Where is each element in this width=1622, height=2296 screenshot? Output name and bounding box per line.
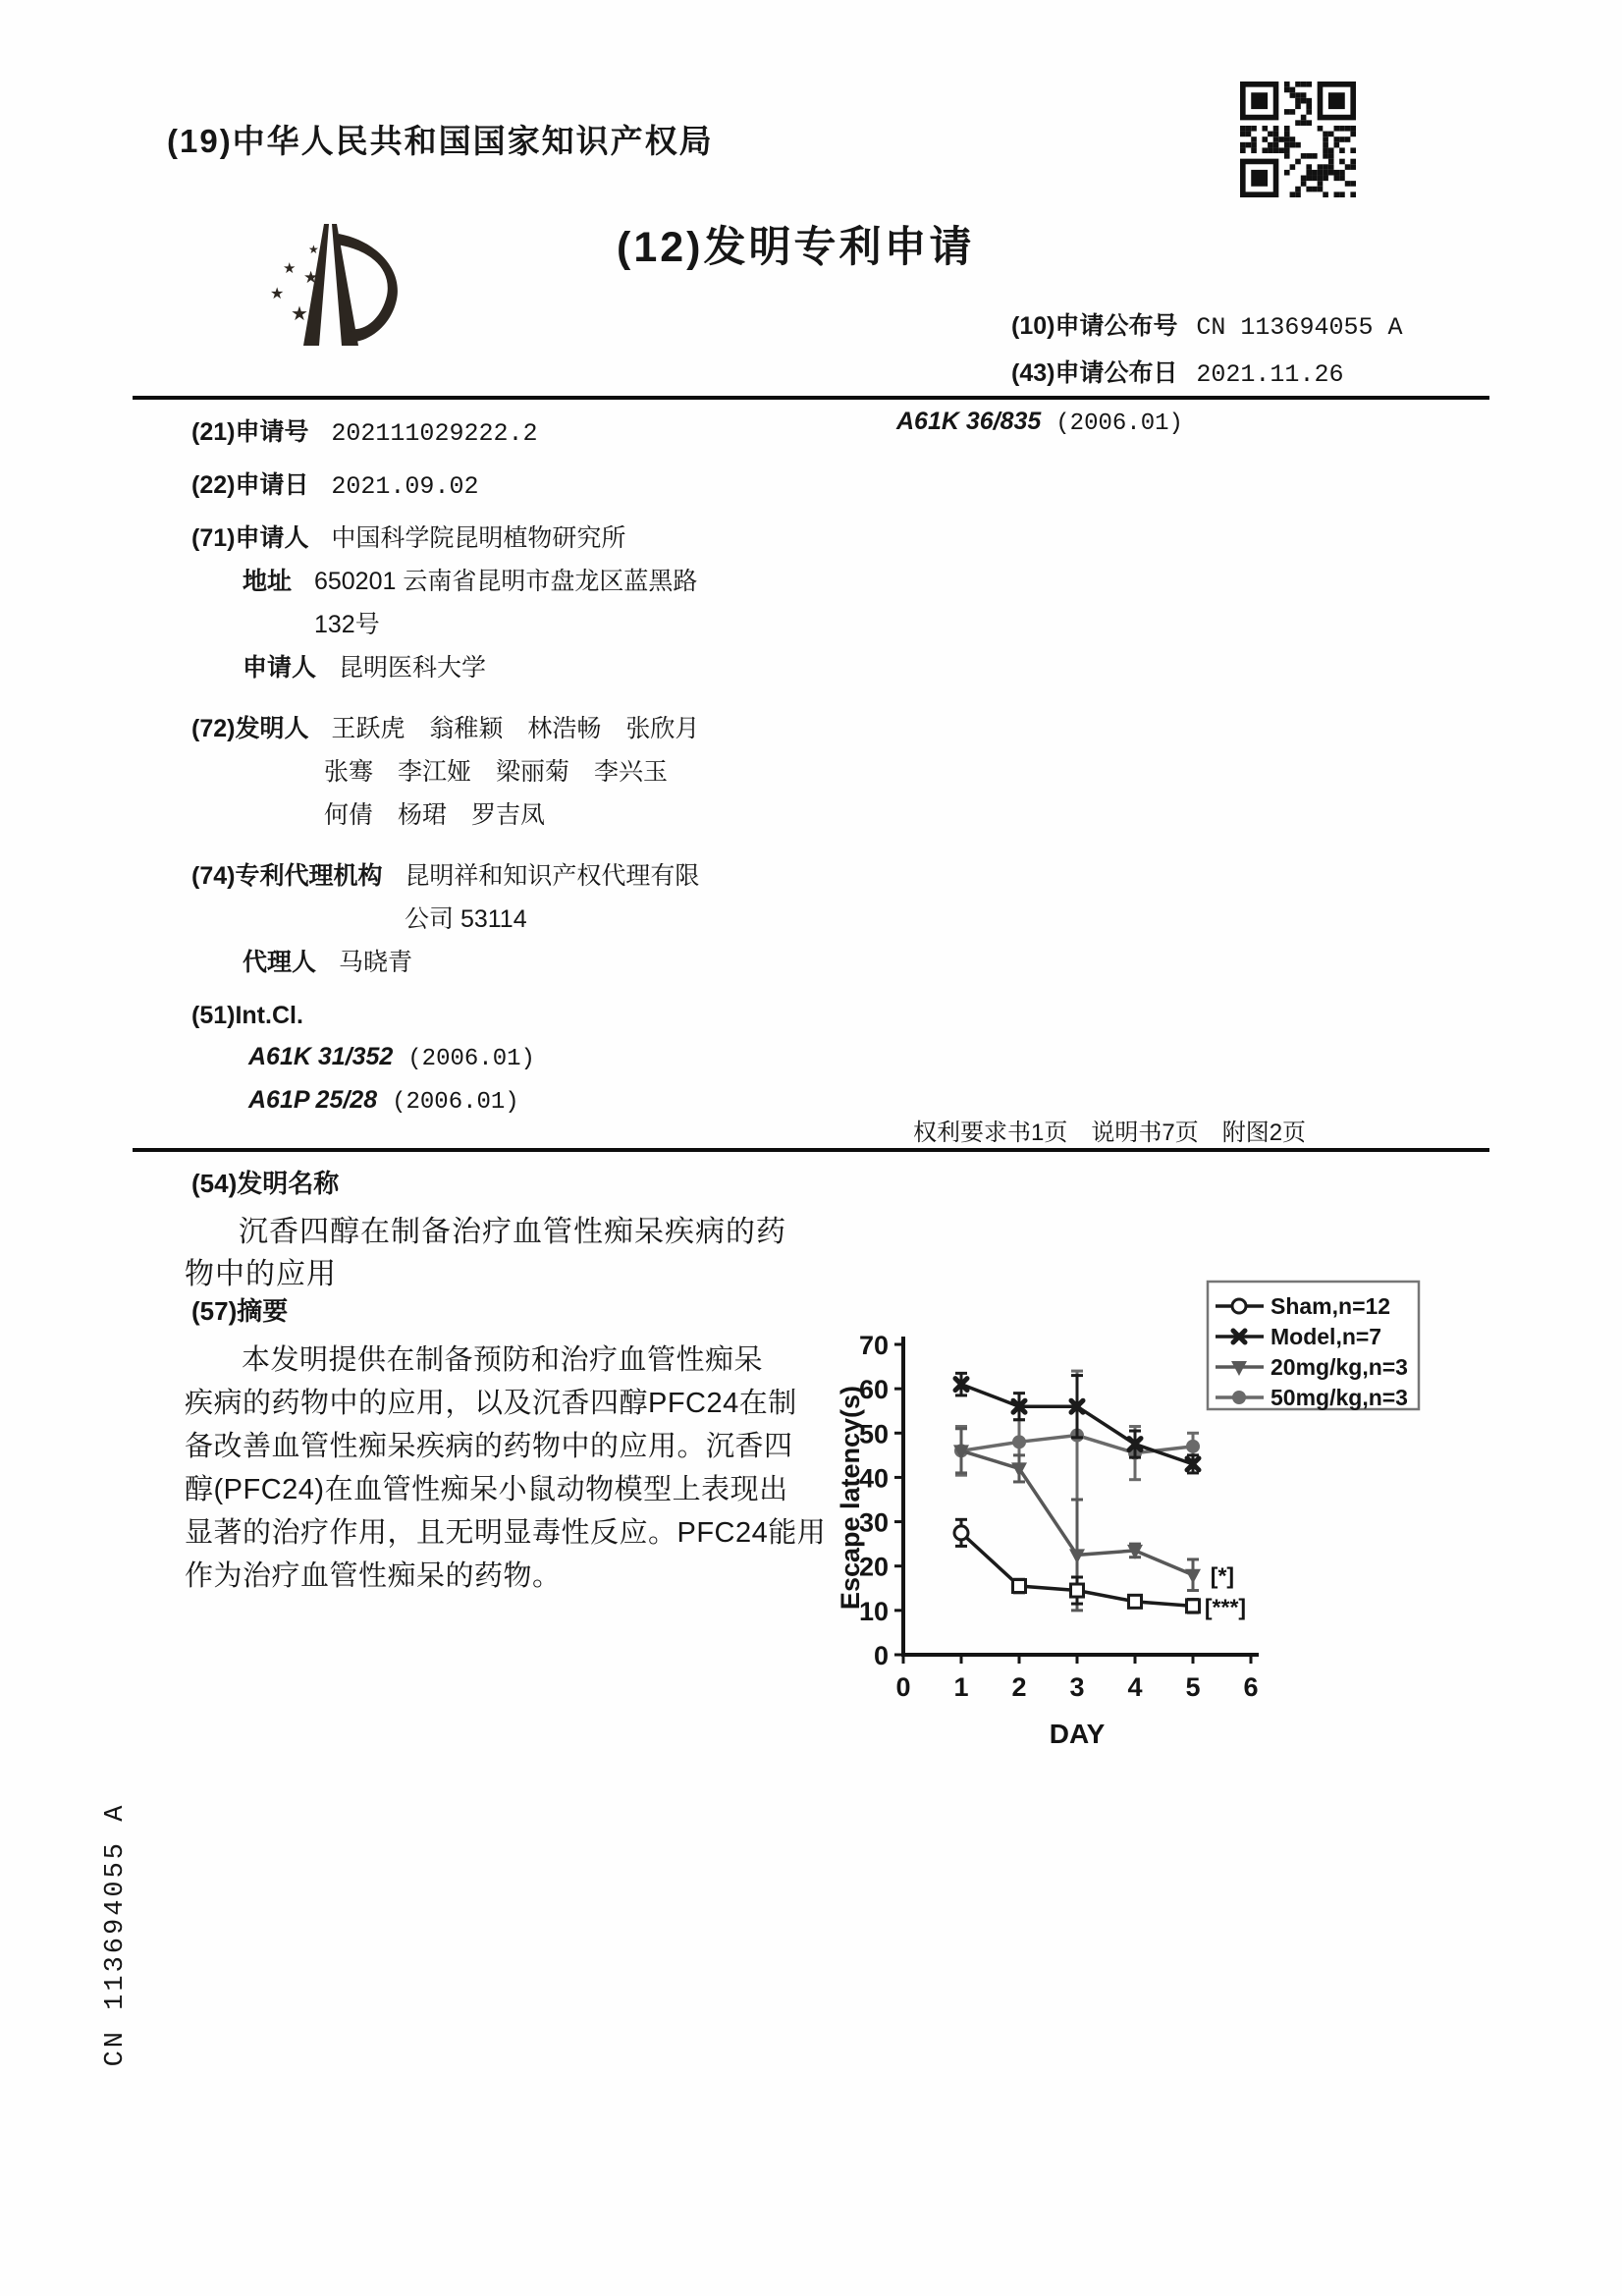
publication-date-value: 2021.11.26	[1196, 360, 1344, 389]
applicant-value: 中国科学院昆明植物研究所	[331, 524, 626, 552]
invention-title-line2: 物中的应用	[185, 1258, 337, 1290]
applicant-2-label: 申请人	[243, 654, 317, 682]
ipc-2-year: (2006.01)	[392, 1089, 519, 1116]
svg-text:70: 70	[858, 1331, 889, 1360]
abstract-line-3: 备改善血管性痴呆疾病的药物中的应用。沉香四	[185, 1431, 793, 1462]
svg-text:★: ★	[303, 268, 319, 288]
y-axis-label: Escape latency(s)	[836, 1385, 865, 1611]
applicant-2-value: 昆明医科大学	[338, 654, 486, 682]
intcl-label	[191, 1002, 303, 1030]
inventors-line1: 王跃虎 翁稚颖 林浩畅 张欣月	[331, 715, 700, 742]
side-publication-code: CN 113694055 A	[101, 1802, 131, 2067]
field-agent	[243, 943, 412, 978]
abstract-line-4: 醇(PFC24)在血管性痴呆小鼠动物模型上表现出	[185, 1474, 788, 1505]
ipc-1-year: (2006.01)	[407, 1046, 535, 1072]
application-date-value: 2021.09.02	[331, 472, 479, 501]
field-applicant	[191, 519, 625, 554]
svg-text:40: 40	[858, 1463, 889, 1494]
application-number-value: 202111029222.2	[331, 419, 538, 448]
publication-date-label: (43)申请公布日	[1011, 359, 1178, 387]
abstract-line-5: 显著的治疗作用，且无明显毒性反应。PFC24能用	[185, 1517, 827, 1549]
annotation: [*]	[1210, 1562, 1235, 1589]
field-application-date	[191, 465, 478, 501]
escape-latency-chart	[830, 1252, 1478, 1763]
abstract-line-6: 作为治疗血管性痴呆的药物。	[185, 1560, 562, 1592]
svg-text:★: ★	[291, 301, 308, 325]
ipc-item-2	[248, 1086, 519, 1116]
pages-info: 权利要求书1页 说明书7页 附图2页	[913, 1120, 1307, 1146]
agency-value-line1: 昆明祥和知识产权代理有限	[405, 862, 700, 890]
svg-text:★: ★	[270, 284, 285, 302]
cnipa-logo	[263, 224, 412, 350]
svg-text:★: ★	[283, 259, 297, 277]
inventors-line2: 张骞 李江娅 梁丽菊 李兴玉	[324, 758, 669, 786]
address-value-line2: 132号	[314, 611, 380, 638]
agency-label: (74)专利代理机构	[191, 862, 383, 890]
publication-number-label: (10)申请公布号	[1011, 312, 1178, 340]
annotation: [***]	[1204, 1594, 1247, 1620]
ipc-right-code: A61K 36/835	[896, 408, 1042, 435]
cnipa-logo-graphic	[263, 224, 412, 350]
abstract-line-2: 疾病的药物中的应用，以及沉香四醇PFC24在制	[185, 1388, 797, 1419]
svg-text:1: 1	[953, 1672, 969, 1702]
application-date-label: (22)申请日	[191, 471, 309, 499]
svg-text:0: 0	[873, 1641, 889, 1670]
inventors-line3: 何倩 杨珺 罗吉凤	[324, 801, 546, 829]
application-number-label: (21)申请号	[191, 418, 309, 446]
svg-text:30: 30	[858, 1507, 889, 1538]
abstract-label: (57)摘要	[191, 1296, 289, 1326]
svg-text:50: 50	[858, 1419, 889, 1449]
inventors-label: (72)发明人	[191, 715, 309, 742]
intcl-label-text: (51)Int.Cl.	[191, 1002, 303, 1029]
publication-date-row	[1011, 354, 1343, 389]
agent-label: 代理人	[243, 949, 317, 976]
svg-text:2: 2	[1011, 1672, 1027, 1702]
ipc-item-right	[896, 408, 1183, 437]
agency-value-line2: 公司 53114	[405, 905, 527, 933]
field-application-number	[191, 412, 537, 448]
applicant-label: (71)申请人	[191, 524, 309, 552]
address-value-line1: 650201 云南省昆明市盘龙区蓝黑路	[313, 568, 698, 595]
field-inventors	[191, 709, 699, 744]
ipc-item-1	[248, 1043, 535, 1072]
agent-value: 马晓青	[338, 949, 412, 976]
address-label: 地址	[243, 568, 293, 595]
field-address	[243, 562, 697, 597]
svg-text:20mg/kg,n=3: 20mg/kg,n=3	[1271, 1354, 1408, 1380]
svg-text:50mg/kg,n=3: 50mg/kg,n=3	[1271, 1385, 1408, 1410]
svg-text:6: 6	[1243, 1672, 1259, 1702]
svg-text:★: ★	[308, 243, 319, 256]
abstract-line-1: 本发明提供在制备预防和治疗血管性痴呆	[242, 1344, 764, 1376]
ipc-2-code: A61P 25/28	[248, 1086, 378, 1114]
field-agency	[191, 856, 699, 892]
divider-middle	[133, 1148, 1489, 1152]
qr-code	[1240, 82, 1356, 197]
x-axis-label: DAY	[1049, 1719, 1106, 1749]
axes	[836, 1331, 1259, 1749]
document-type-title: (12)发明专利申请	[617, 224, 975, 271]
field-applicant-2	[243, 648, 486, 683]
svg-text:20: 20	[858, 1552, 889, 1582]
figure-escape-latency-chart	[830, 1252, 1478, 1763]
divider-top	[133, 396, 1489, 400]
invention-title-line1: 沉香四醇在制备治疗血管性痴呆疾病的药	[239, 1216, 786, 1248]
patent-office-name: (19)中华人民共和国国家知识产权局	[167, 123, 714, 159]
chart-legend	[1208, 1282, 1419, 1410]
qr-code-graphic	[1240, 82, 1356, 197]
svg-text:3: 3	[1069, 1672, 1085, 1702]
svg-text:Model,n=7: Model,n=7	[1271, 1324, 1382, 1349]
ipc-1-code: A61K 31/352	[248, 1043, 394, 1070]
svg-text:4: 4	[1127, 1672, 1143, 1702]
invention-title-label: (54)发明名称	[191, 1169, 340, 1198]
svg-text:Sham,n=12: Sham,n=12	[1271, 1293, 1391, 1319]
svg-text:0: 0	[895, 1672, 911, 1702]
publication-number-row	[1011, 306, 1402, 342]
svg-text:5: 5	[1185, 1672, 1201, 1702]
publication-number-value: CN 113694055 A	[1196, 313, 1403, 342]
svg-text:10: 10	[858, 1596, 889, 1626]
ipc-right-year: (2006.01)	[1055, 410, 1183, 437]
svg-text:60: 60	[858, 1375, 889, 1405]
